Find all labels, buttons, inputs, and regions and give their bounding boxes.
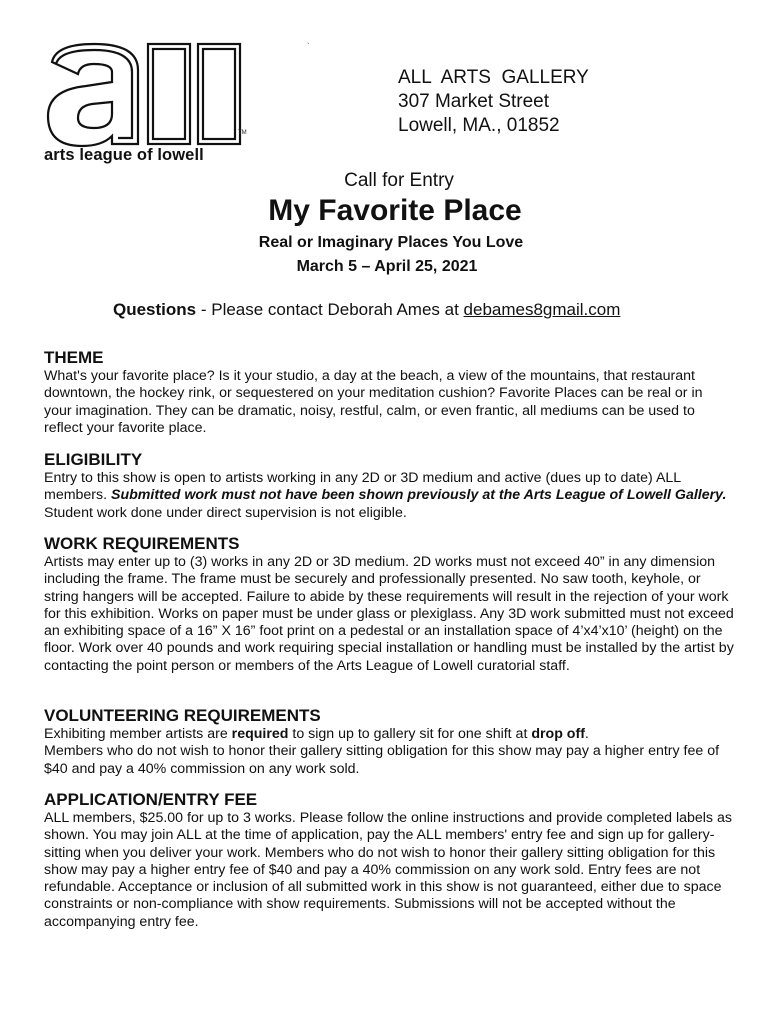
- eligibility-body: [44, 470, 734, 522]
- drop-off-emphasis: drop off: [531, 726, 585, 742]
- eligibility-heading: ELIGIBILITY: [44, 450, 143, 469]
- work-requirements-body: Artists may enter up to (3) works in any 2D or 3D medium. 2D works must not exceed 40” in any dimension including the frame. The frame must be securely and professionally presented. No saw tooth, keyhole, or string hangers will be accepted. Failure to abide by these requirements will result in the rejection of your work for this exhibition. Works on paper must be under glass or plexiglass. Any 3D work submitted must not exceed an exhibiting space of a 16” X 16” foot print on a pedestal or an installation space of 4’x4’x10’ (height) on the floor. Work over 40 pounds and work requiring special installation or handling must be installed by the artist by contacting the point person or members of the Arts League of Lowell curatorial staff.: [44, 554, 734, 674]
- eligibility-text-end: Student work done under direct supervision is not eligible.: [44, 504, 407, 521]
- subtitle: Real or Imaginary Places You Love: [258, 234, 524, 251]
- volunteering-line-2: Members who do not wish to honor their gallery sitting obligation for this show may pay a higher entry fee of $40 and pay a 40% commission on any work sold.: [44, 743, 720, 777]
- address-line-3: Lowell, MA., 01852: [398, 115, 560, 136]
- theme-body: What's your favorite place? Is it your studio, a day at the beach, a view of the mountains, that restaurant downtown, the hockey rink, or sequestered on your meditation cushion? Favorite Places can be real or in your imagination. They can be dramatic, noisy, restful, calm, or even frantic, all mediums can be used to reflect your favorite place.: [44, 368, 703, 436]
- questions-text: - Please contact Deborah Ames at: [196, 300, 464, 319]
- volunteer-text-end: .: [584, 726, 589, 742]
- volunteering-section: [44, 706, 734, 778]
- questions-line: [113, 300, 620, 320]
- stray-mark: `: [307, 42, 310, 51]
- show-dates: March 5 – April 25, 2021: [296, 258, 478, 275]
- address-line-1: ALL ARTS GALLERY: [398, 67, 589, 88]
- call-for-entry: Call for Entry: [344, 170, 454, 191]
- work-requirements-section: [44, 534, 734, 675]
- address-line-2: 307 Market Street: [398, 91, 550, 112]
- application-body: ALL members, $25.00 for up to 3 works. Please follow the online instructions and provide completed labels as shown. You may join ALL at the time of application, pay the ALL members' entry fee and sign up for gallery-sitting when you deliver your work. Members who do not wish to honor their gallery sitting obligation for this show may pay a higher entry fee of $40 and pay a 40% commission on any work sold. Entry fees are not refundable. Acceptance or inclusion of all submitted work in this show is not guaranteed, either due to space constraints or non-compliance with show requirements. Submissions will not be accepted without the accompanying entry fee.: [44, 810, 732, 930]
- volunteer-text: Exhibiting member artists are: [44, 726, 232, 742]
- volunteer-text-mid: to sign up to gallery sit for one shift at: [288, 726, 532, 742]
- volunteering-heading: VOLUNTEERING REQUIREMENTS: [44, 706, 321, 725]
- theme-section: [44, 348, 734, 437]
- page-title: My Favorite Place: [268, 194, 522, 227]
- application-section: [44, 790, 734, 931]
- application-heading: APPLICATION/ENTRY FEE: [44, 790, 258, 809]
- work-requirements-heading: WORK REQUIREMENTS: [44, 534, 240, 553]
- eligibility-text: Entry to this show is open to artists working in any 2D or 3D medium and active (dues up to date) ALL members.: [44, 470, 681, 504]
- theme-heading: THEME: [44, 348, 104, 367]
- eligibility-section: [44, 450, 734, 522]
- trademark-mark: TM: [238, 130, 247, 136]
- all-logo-icon: [42, 40, 252, 150]
- contact-email-link[interactable]: debames8gmail.com: [463, 300, 621, 319]
- gallery-address: [398, 66, 589, 138]
- logo-tagline: arts league of lowell: [44, 146, 204, 164]
- volunteering-line-1: [44, 726, 734, 743]
- eligibility-emphasis: Submitted work must not have been shown previously at the Arts League of Lowell Gallery.: [111, 487, 727, 504]
- required-emphasis: required: [231, 726, 289, 742]
- questions-label: Questions: [113, 300, 197, 319]
